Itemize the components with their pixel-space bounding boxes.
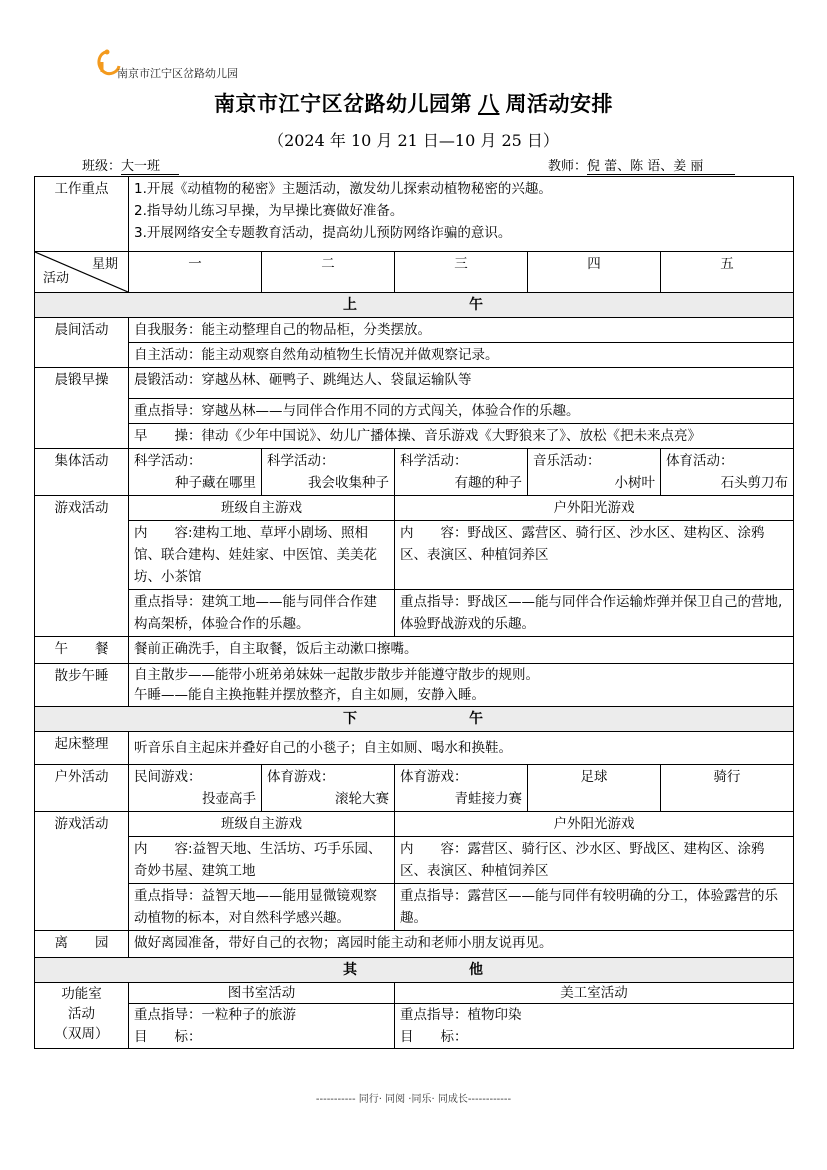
afternoon-section-header bbox=[35, 707, 794, 732]
activity-type: 体育活动： bbox=[666, 453, 734, 469]
activity-name: 青蛙接力赛 bbox=[454, 791, 522, 807]
activity-name: 小树叶 bbox=[614, 475, 655, 491]
activity-name: 石头剪刀布 bbox=[720, 475, 789, 491]
games-row bbox=[35, 496, 794, 521]
nap-line: 午睡——能自主换拖鞋并摆放整齐，自主如厕，安静入睡。 bbox=[134, 687, 485, 703]
group-activity-cell bbox=[528, 449, 661, 496]
outdoor-game-focus: 重点指导：露营区——能与同伴有较明确的分工，体验露营的乐趣。 bbox=[395, 884, 794, 931]
label-line: （双周） bbox=[54, 1026, 109, 1042]
section-char: 其 bbox=[343, 962, 360, 978]
logo-school-name: 南京市江宁区岔路幼儿园 bbox=[117, 67, 238, 80]
arrival-line: 自主活动：能主动观察自然角动植物生长情况并做观察记录。 bbox=[129, 343, 794, 368]
group-activity-cell bbox=[262, 449, 395, 496]
outdoor-game-title: 户外阳光游戏 bbox=[395, 496, 794, 521]
morning-section-row bbox=[35, 293, 794, 318]
outdoor-game-focus: 重点指导：野战区——能与同伴合作运输炸弹并保卫自己的营地,体验野战游戏的乐趣。 bbox=[395, 590, 794, 637]
class-info bbox=[82, 155, 179, 175]
class-game-title: 班级自主游戏 bbox=[129, 496, 395, 521]
exercise-line: 重点指导：穿越丛林——与同伴合作用不同的方式闯关，体验合作的乐趣。 bbox=[129, 399, 794, 424]
focus-item: 1.开展《动植物的秘密》主题活动，激发幼儿探索动植物秘密的兴趣。 bbox=[134, 181, 552, 197]
corner-cell bbox=[35, 252, 129, 293]
afternoon-section-row bbox=[35, 707, 794, 732]
art-room-title: 美工室活动 bbox=[395, 983, 794, 1004]
group-activity-cell bbox=[395, 449, 528, 496]
teacher-label: 教师： bbox=[548, 159, 588, 174]
games-row bbox=[35, 521, 794, 590]
outdoor-game-title: 户外阳光游戏 bbox=[395, 812, 794, 837]
library-focus: 重点指导：一粒种子的旅游 bbox=[129, 1004, 395, 1027]
activity-type: 科学活动： bbox=[134, 453, 202, 469]
pm-games-row bbox=[35, 837, 794, 884]
activity-name: 有趣的种子 bbox=[454, 475, 522, 491]
section-char: 午 bbox=[469, 711, 486, 727]
nap-content bbox=[129, 664, 794, 707]
games-label: 游戏活动 bbox=[35, 496, 129, 637]
focus-item: 3.开展网络安全专题教育活动，提高幼儿预防网络诈骗的意识。 bbox=[134, 225, 512, 241]
corner-weekday: 星期 bbox=[91, 257, 118, 272]
focus-item: 2.指导幼儿练习早操，为早操比赛做好准备。 bbox=[134, 203, 404, 219]
exercise-line: 早 操：律动《少年中国说》、幼儿广播体操、音乐游戏《大野狼来了》、放松《把未来点亮》 bbox=[129, 424, 794, 449]
activity-name: 我会收集种子 bbox=[308, 475, 389, 491]
group-activity-row bbox=[35, 449, 794, 496]
nap-line: 自主散步——能带小班弟弟妹妹一起散步散步并能遵守散步的规则。 bbox=[134, 667, 539, 683]
function-room-row bbox=[35, 1026, 794, 1049]
corner-activity: 活动 bbox=[43, 271, 70, 286]
wake-label: 起床整理 bbox=[35, 732, 129, 765]
group-activity-cell bbox=[129, 449, 262, 496]
outdoor-label: 户外活动 bbox=[35, 765, 129, 812]
nap-label: 散步午睡 bbox=[35, 664, 129, 707]
title-suffix: 周活动安排 bbox=[505, 91, 613, 116]
outdoor-extra: 骑行 bbox=[661, 765, 794, 812]
outdoor-activity-cell bbox=[262, 765, 395, 812]
section-char: 他 bbox=[469, 962, 486, 978]
games-row bbox=[35, 590, 794, 637]
class-value: 大一班 bbox=[121, 155, 179, 175]
focus-row bbox=[35, 177, 794, 252]
library-goal: 目 标： bbox=[129, 1026, 395, 1049]
activity-type: 科学活动： bbox=[400, 453, 468, 469]
page-title bbox=[0, 88, 827, 118]
activity-name: 投壶高手 bbox=[202, 791, 256, 807]
activity-type: 民间游戏： bbox=[134, 769, 202, 785]
lunch-text: 餐前正确洗手，自主取餐，饭后主动漱口擦嘴。 bbox=[129, 637, 794, 664]
wake-text: 听音乐自主起床并叠好自己的小毯子；自主如厕、喝水和换鞋。 bbox=[129, 732, 794, 765]
group-label: 集体活动 bbox=[35, 449, 129, 496]
label-line: 功能室 bbox=[61, 986, 102, 1002]
focus-label: 工作重点 bbox=[35, 177, 129, 252]
wake-row bbox=[35, 732, 794, 765]
day-fri: 五 bbox=[661, 252, 794, 293]
weekday-row bbox=[35, 252, 794, 293]
other-section-row bbox=[35, 958, 794, 983]
activity-name: 滚轮大赛 bbox=[335, 791, 389, 807]
pm-games-label: 游戏活动 bbox=[35, 812, 129, 931]
outdoor-game-content: 内 容：野战区、露营区、骑行区、沙水区、建构区、涂鸦区、表演区、种植饲养区 bbox=[395, 521, 794, 590]
date-range: （2024 年 10 月 21 日—10 月 25 日） bbox=[268, 131, 559, 150]
function-room-row bbox=[35, 983, 794, 1004]
day-mon: 一 bbox=[129, 252, 262, 293]
morning-section-header bbox=[35, 293, 794, 318]
lunch-label: 午 餐 bbox=[35, 637, 129, 664]
other-section-header bbox=[35, 958, 794, 983]
group-activity-cell bbox=[661, 449, 794, 496]
arrival-label: 晨间活动 bbox=[35, 318, 129, 368]
class-game-content: 内 容:建构工地、草坪小剧场、照相馆、联合建构、娃娃家、中医馆、美美花坊、小茶馆 bbox=[129, 521, 395, 590]
week-number: 八 bbox=[478, 91, 500, 116]
library-title: 图书室活动 bbox=[129, 983, 395, 1004]
label-line: 活动 bbox=[68, 1006, 95, 1022]
activity-type: 音乐活动： bbox=[533, 453, 601, 469]
activity-type: 体育游戏： bbox=[267, 769, 335, 785]
section-char: 下 bbox=[343, 711, 360, 727]
class-game-focus: 重点指导：益智天地——能用显微镜观察动植物的标本，对自然科学感兴趣。 bbox=[129, 884, 395, 931]
section-char: 上 bbox=[343, 297, 360, 313]
activity-type: 科学活动： bbox=[267, 453, 335, 469]
day-thu: 四 bbox=[528, 252, 661, 293]
outdoor-game-content: 内 容：露营区、骑行区、沙水区、野战区、建构区、涂鸦区、表演区、种植饲养区 bbox=[395, 837, 794, 884]
schedule-table bbox=[34, 176, 794, 1049]
exercise-line: 晨锻活动：穿越丛林、砸鸭子、跳绳达人、袋鼠运输队等 bbox=[129, 368, 794, 399]
leave-row bbox=[35, 931, 794, 958]
teacher-value: 倪 蕾、陈 语、姜 丽 bbox=[587, 155, 735, 175]
outdoor-extra: 足球 bbox=[528, 765, 661, 812]
lunch-row bbox=[35, 637, 794, 664]
leave-label: 离 园 bbox=[35, 931, 129, 958]
footer-motto: ----------- 同行· 同阅 ·同乐· 同成长------------ bbox=[315, 1094, 512, 1105]
art-room-goal: 目 标： bbox=[395, 1026, 794, 1049]
arrival-line: 自我服务：能主动整理自己的物品柜，分类摆放。 bbox=[129, 318, 794, 343]
function-room-row bbox=[35, 1004, 794, 1027]
function-room-label bbox=[35, 983, 129, 1049]
class-label: 班级： bbox=[82, 159, 122, 174]
outdoor-activity-cell bbox=[129, 765, 262, 812]
arrival-row bbox=[35, 318, 794, 343]
exercise-row bbox=[35, 424, 794, 449]
exercise-label: 晨锻早操 bbox=[35, 368, 129, 449]
pm-games-row bbox=[35, 884, 794, 931]
class-game-content: 内 容:益智天地、生活坊、巧手乐园、奇妙书屋、建筑工地 bbox=[129, 837, 395, 884]
focus-content bbox=[129, 177, 794, 252]
arrival-row bbox=[35, 343, 794, 368]
pm-games-row bbox=[35, 812, 794, 837]
activity-type: 体育游戏： bbox=[400, 769, 468, 785]
title-prefix: 南京市江宁区岔路幼儿园第 bbox=[214, 91, 472, 116]
section-char: 午 bbox=[469, 297, 486, 313]
activity-name: 种子藏在哪里 bbox=[175, 475, 256, 491]
teacher-info bbox=[548, 155, 735, 175]
exercise-row bbox=[35, 368, 794, 399]
art-room-focus: 重点指导：植物印染 bbox=[395, 1004, 794, 1027]
day-tue: 二 bbox=[262, 252, 395, 293]
outdoor-row bbox=[35, 765, 794, 812]
class-game-title: 班级自主游戏 bbox=[129, 812, 395, 837]
exercise-row bbox=[35, 399, 794, 424]
outdoor-activity-cell bbox=[395, 765, 528, 812]
leave-text: 做好离园准备，带好自己的衣物；离园时能主动和老师小朋友说再见。 bbox=[129, 931, 794, 958]
class-game-focus: 重点指导：建筑工地——能与同伴合作建构高架桥，体验合作的乐趣。 bbox=[129, 590, 395, 637]
day-wed: 三 bbox=[395, 252, 528, 293]
nap-row bbox=[35, 664, 794, 707]
